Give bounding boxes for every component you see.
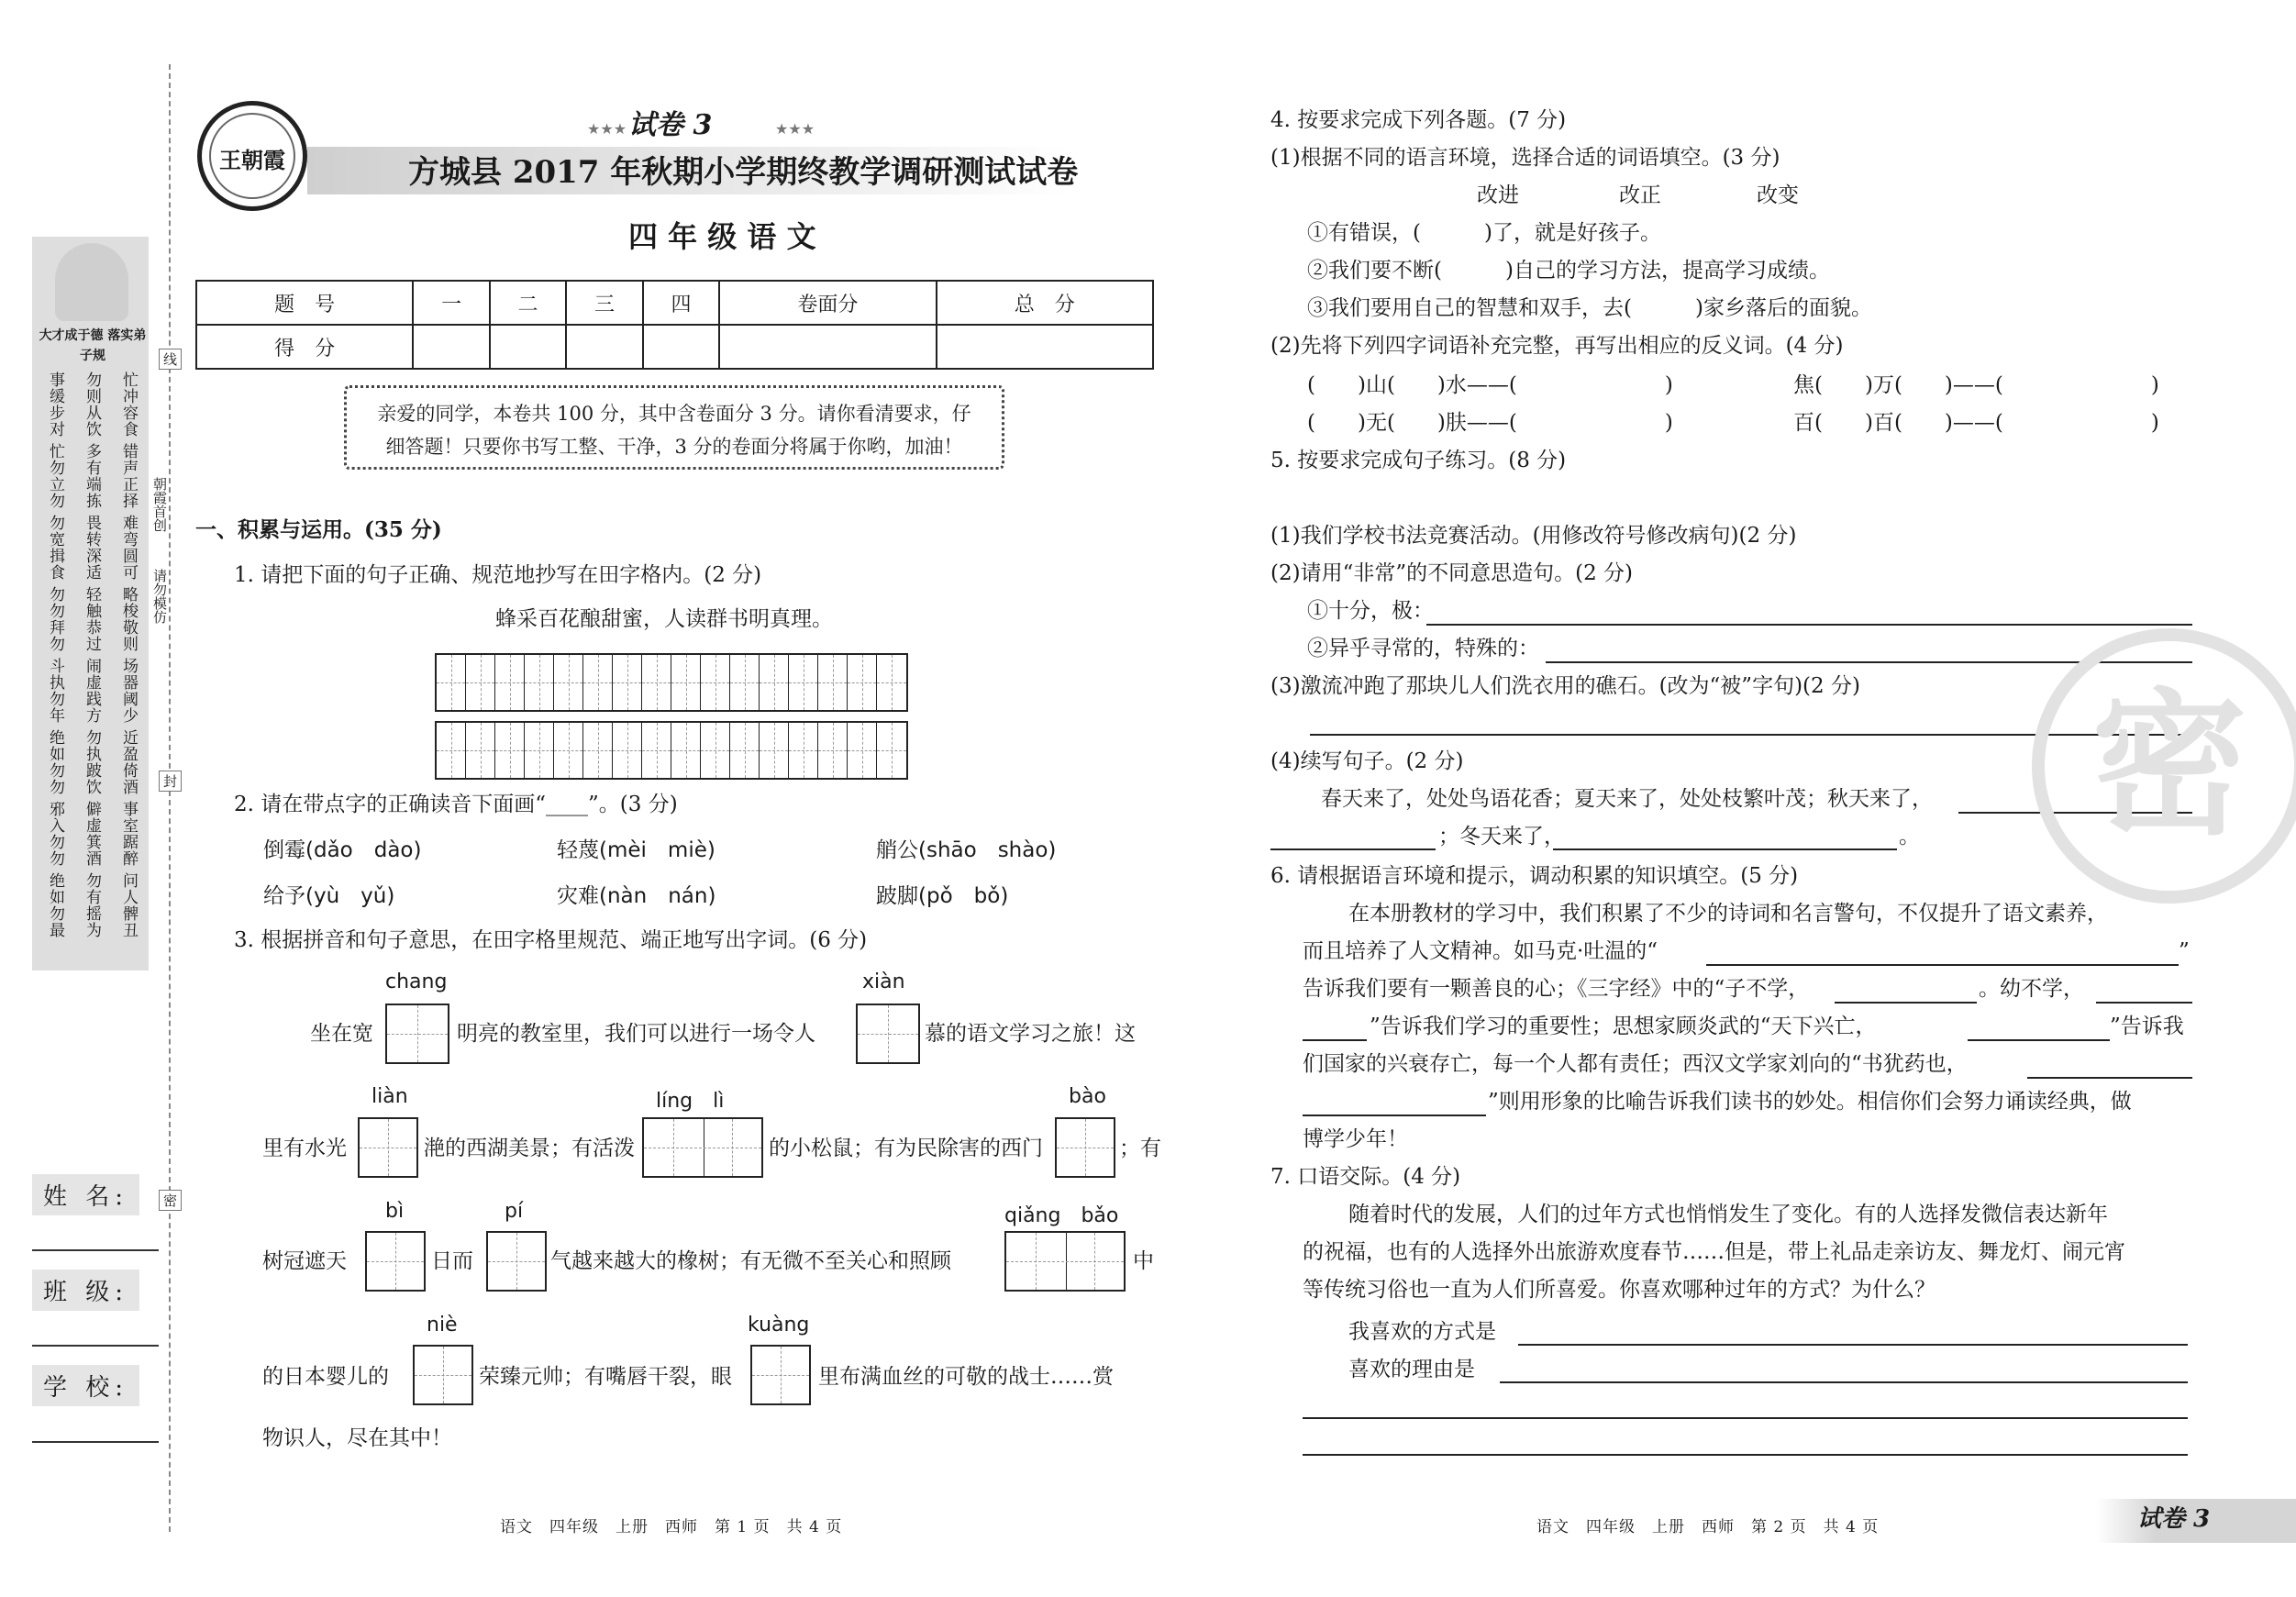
motto-group: 绝如勿勿 勿执跛饮 近盈倚酒 (46, 729, 138, 795)
score-cell[interactable] (937, 325, 1153, 369)
name-field[interactable] (32, 1249, 159, 1251)
answer-line[interactable] (1500, 1381, 2188, 1383)
q3-char-box[interactable] (856, 1004, 920, 1064)
exam-title: 方城县 2017 年秋期小学期终教学调研测试试卷 (408, 154, 1079, 191)
answer-line[interactable] (2096, 1002, 2192, 1004)
scholar-figure-icon (55, 243, 128, 321)
answer-line[interactable] (1303, 1454, 2188, 1456)
q2-item[interactable]: 跛脚(pǒ bǒ) (876, 884, 1009, 908)
answer-line[interactable] (1270, 848, 1436, 850)
idiom-blank[interactable]: 焦( )万( )——( ) (1793, 373, 2159, 397)
answer-line[interactable] (1706, 964, 2179, 966)
section-title: 一、积累与运用。(35 分) (195, 517, 442, 542)
score-cell[interactable] (413, 325, 489, 369)
q3-pinyin: xiàn (862, 970, 905, 993)
side-note: 请勿模仿 (151, 569, 168, 624)
class-field[interactable] (32, 1345, 159, 1347)
footer-right: 语文 四年级 上册 西师 第 2 页 共 4 页 (1536, 1518, 1880, 1536)
motto-group: 勿宽揖食 畏转深适 难弯圆可 (46, 515, 138, 581)
brand-logo (197, 101, 307, 211)
q1-writing-grid-row-1[interactable] (435, 653, 908, 712)
idiom-blank[interactable]: ( )无( )肤——( ) (1307, 411, 1673, 435)
fill-blank-sentence[interactable]: ③我们要用自己的智慧和双手，去( )家乡落后的面貌。 (1307, 296, 1872, 320)
word-option: 改正 (1619, 183, 1661, 207)
motto-group: 事缓步对 勿则从饮 忙冲容食 (46, 372, 138, 438)
name-label: 姓 名: (32, 1174, 139, 1215)
q3-prompt: 3. 根据拼音和句子意思，在田字格里规范、端正地写出字词。(6 分) (234, 928, 868, 952)
word-option: 改变 (1757, 183, 1799, 207)
idiom-blank[interactable]: ( )山( )水——( ) (1307, 373, 1673, 397)
q2-item[interactable]: 倒霉(dǎo dào) (263, 838, 422, 862)
school-label: 学 校: (32, 1365, 139, 1406)
motto-group: 勿勿拜勿 轻触恭过 略梭敬则 (46, 586, 138, 652)
q2-prompt: 2. 请在带点字的正确读音下面画“____”。(3 分) (234, 793, 678, 816)
score-table (195, 280, 1154, 370)
score-cell[interactable] (719, 325, 936, 369)
q2-item[interactable]: 轻蔑(mèi miè) (557, 838, 715, 862)
q3-char-box[interactable] (1004, 1231, 1126, 1292)
q3-pinyin: pí (505, 1200, 524, 1223)
q1-writing-grid-row-2[interactable] (435, 721, 908, 780)
q3-char-box[interactable] (750, 1345, 811, 1405)
score-cell[interactable] (643, 325, 719, 369)
motto-list (41, 372, 142, 938)
corner-paper-number: 试卷 3 (2137, 1505, 2211, 1533)
q3-pinyin: bì (385, 1200, 405, 1223)
q3-char-box[interactable] (413, 1345, 473, 1405)
confidential-stamp-icon (2032, 628, 2296, 904)
q3-char-box[interactable] (486, 1231, 547, 1292)
score-table-header: 题 号 一 二 三 四 卷面分 总 分 (196, 281, 1153, 325)
q3-pinyin: kuàng (748, 1314, 810, 1336)
class-label: 班 级: (32, 1270, 139, 1311)
stamp-text: 密 (2091, 673, 2247, 857)
q3-pinyin: chang (385, 970, 448, 993)
answer-line[interactable] (1968, 1039, 2110, 1041)
brand-logo-text: 王朝霞 (219, 147, 285, 173)
paper-number: 试卷 3 (628, 109, 713, 141)
cut-mark: 封 (159, 771, 182, 792)
q1-sentence: 蜂采百花酿甜蜜，人读群书明真理。 (495, 607, 833, 631)
q3-pinyin: qiǎng bǎo (1004, 1204, 1119, 1227)
q1-prompt: 1. 请把下面的句子正确、规范地抄写在田字格内。(2 分) (234, 563, 762, 587)
cut-mark: 线 (159, 349, 182, 370)
score-cell[interactable] (566, 325, 642, 369)
notice-line: 细答题！只要你书写工整、干净，3 分的卷面分将属于你哟，加油！ (385, 436, 963, 458)
notice-line: 亲爱的同学，本卷共 100 分，其中含卷面分 3 分。请你看清要求，仔 (377, 403, 971, 425)
word-option: 改进 (1477, 183, 1519, 207)
answer-line[interactable] (1518, 1344, 2188, 1346)
answer-line[interactable] (1553, 848, 1897, 850)
school-field[interactable] (32, 1441, 159, 1443)
score-cell[interactable] (490, 325, 566, 369)
motto-group: 绝如勿最 勿有摇为 问人髀丑 (46, 872, 138, 938)
subject-title: 四 年 级 语 文 (628, 219, 816, 254)
motto-group: 斗执勿年 闹虚践方 场器阈少 (46, 658, 138, 724)
answer-line[interactable] (1303, 1417, 2188, 1419)
score-table-row: 得 分 (196, 325, 1153, 369)
q2-item[interactable]: 灾难(nàn nán) (557, 884, 716, 908)
fill-blank-sentence[interactable]: ②我们要不断( )自己的学习方法，提高学习成绩。 (1307, 259, 1830, 283)
q3-char-box[interactable] (358, 1117, 418, 1178)
star-decoration-icon: ★★★ (775, 120, 815, 138)
q3-pinyin: líng lì (656, 1090, 725, 1113)
motto-group: 邪入勿勿 僻虚箕酒 事室踞醉 (46, 801, 138, 867)
motto-group: 忙勿立勿 多有端拣 错声正择 (46, 443, 138, 509)
binding-line (169, 64, 171, 1532)
answer-line[interactable] (1303, 1115, 1486, 1116)
notice-box (344, 385, 1004, 470)
idiom-blank[interactable]: 百( )百( )——( ) (1793, 411, 2159, 435)
answer-line[interactable] (2027, 1077, 2192, 1079)
q2-item[interactable]: 艄公(shāo shào) (876, 838, 1057, 862)
answer-line[interactable] (1303, 1039, 1367, 1041)
q2-item[interactable]: 给予(yù yǔ) (263, 884, 395, 908)
q3-char-box[interactable] (365, 1231, 426, 1292)
answer-line[interactable] (1835, 1002, 1977, 1004)
side-note: 朝霞首创 (151, 477, 168, 532)
cut-mark: 密 (159, 1190, 182, 1211)
q3-pinyin: bào (1069, 1085, 1106, 1108)
q3-char-box[interactable] (1055, 1117, 1115, 1178)
star-decoration-icon: ★★★ (587, 120, 627, 138)
footer-left: 语文 四年级 上册 西师 第 1 页 共 4 页 (500, 1518, 843, 1536)
q3-pinyin: niè (427, 1314, 458, 1336)
answer-line[interactable] (1426, 624, 2192, 626)
q3-char-box[interactable] (642, 1117, 763, 1178)
q3-char-box[interactable] (385, 1004, 449, 1064)
fill-blank-sentence[interactable]: ①有错误，( )了，就是好孩子。 (1307, 221, 1661, 245)
side-slogan: 大才成于德 落实弟子规 (39, 328, 147, 363)
q3-pinyin: liàn (372, 1085, 408, 1108)
